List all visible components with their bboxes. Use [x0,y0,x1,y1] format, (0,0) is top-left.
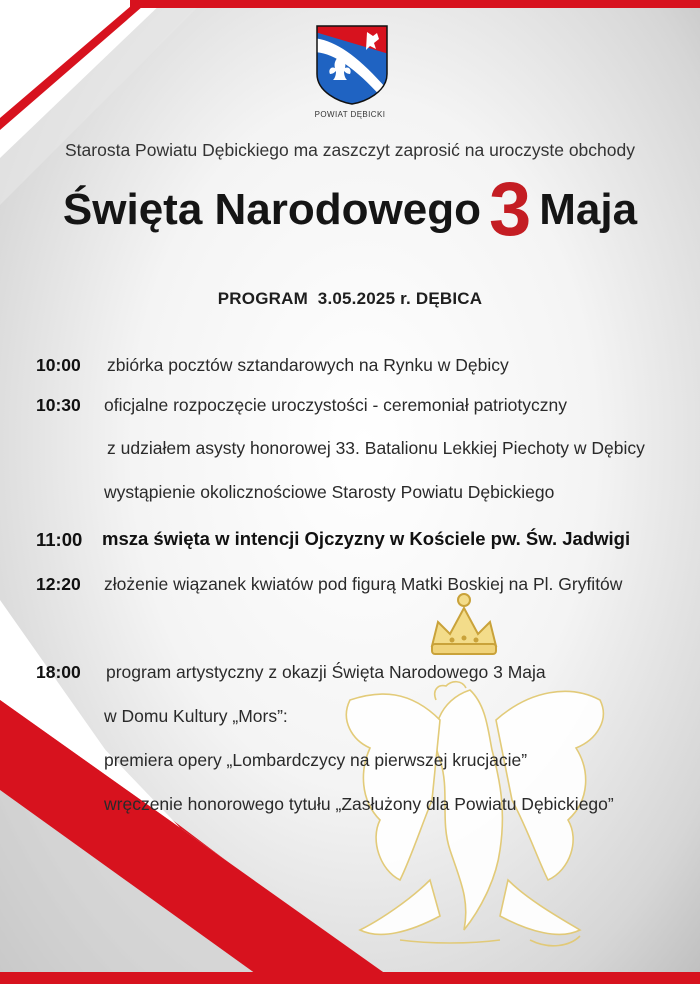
main-title [0,167,700,252]
coat-of-arms-icon [315,24,389,106]
crest-caption: POWIAT DĘBICKI [314,110,386,119]
title-number: 3 [488,167,532,252]
schedule-time: 11:00 [36,529,83,550]
schedule-line: wystąpienie okolicznościowe Starosty Powiatu Dębickiego [104,482,555,502]
schedule-time: 10:00 [36,355,81,375]
schedule-line: oficjalne rozpoczęcie uroczystości - ceremoniał patriotyczny [104,395,567,415]
schedule-time: 10:30 [36,395,81,415]
schedule-line: zbiórka pocztów sztandarowych na Rynku w Dębicy [107,355,509,375]
bottom-red-strip [0,972,700,984]
schedule-line: program artystyczny z okazji Święta Narodowego 3 Maja [106,662,546,682]
schedule-time: 12:20 [36,574,81,594]
schedule-line: z udziałem asysty honorowej 33. Batalionu Lekkiej Piechoty w Dębicy [107,438,645,458]
schedule-line: premiera opery „Lombardczycy na pierwszej krucjacie” [104,750,528,770]
title-part-2: Maja [539,185,638,234]
schedule-line: złożenie wiązanek kwiatów pod figurą Matki Boskiej na Pl. Gryfitów [104,574,623,594]
golden-crown-icon [432,594,496,654]
invitation-text: Starosta Powiatu Dębickiego ma zaszczyt zaprosić na uroczyste obchody [65,140,635,160]
program-heading: PROGRAM 3.05.2025 r. DĘBICA [217,289,483,308]
schedule-line: w Domu Kultury „Mors”: [104,706,288,726]
schedule-line-highlight: msza święta w intencji Ojczyzny w Kościele pw. Św. Jadwigi [102,528,631,549]
schedule-line: wręczenie honorowego tytułu „Zasłużony dla Powiatu Dębickiego” [104,794,614,814]
title-part-1: Święta Narodowego [62,185,481,234]
schedule-time: 18:00 [36,662,81,682]
top-red-strip [130,0,700,8]
